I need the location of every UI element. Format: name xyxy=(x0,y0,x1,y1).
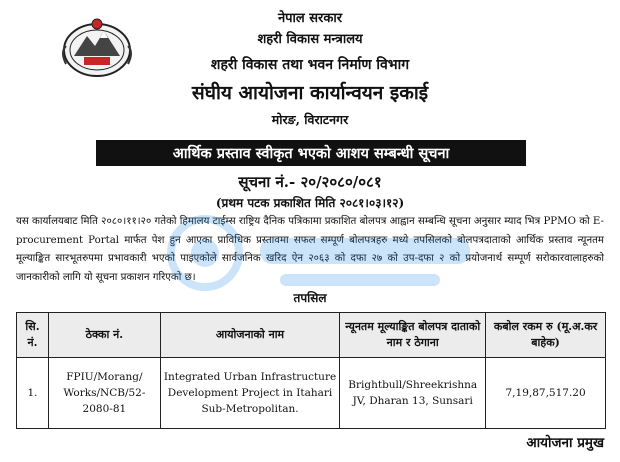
col-header-project: आयोजनाको नाम xyxy=(160,313,339,358)
cell-bidder: Brightbull/Shreekrishna JV, Dharan 13, Sunsari xyxy=(340,358,486,429)
col-header-bidder: न्यूनतम मूल्याङ्कित बोलपत्र दाताको नाम र ठेगाना xyxy=(340,313,486,358)
col-header-sn: सि. नं. xyxy=(17,313,49,358)
notice-number: सूचना नं.- २०/२०८०/०८१ xyxy=(238,173,382,191)
notice-title-banner xyxy=(96,140,526,166)
unit-name: संघीय आयोजना कार्यान्वयन इकाई xyxy=(191,82,429,104)
table-row xyxy=(17,358,606,429)
notice-body: यस कार्यालयबाट मिति २०८०।११।२० गतेको हिमालय टाईम्स राष्ट्रिय दैनिक पत्रिकामा प्रकाशित बोलपत्र आह्वान सम्बन्धि सूचना अनुसार म्याद भित्र PPMO को E-procurement Portal मार्फत पेश हुन आएका प्राविधिक प्रस्तावमा सफल सम्पूर्ण बोलपत्रहरु मध्ये तपसिलको बोलपत्रदाताको आर्थिक प्रस्ताव न्यूनतम मूल्याङ्कित सारभूतरुपमा प्रभावकारी भएको पाइएकोले सार्वजनिक खरिद ऐन २०६३ को दफा २७ को उप-दफा २ को प्रयोजनार्थ सम्पूर्ण सरोकारवालाहरुको जानकारीको लागि यो सूचना प्रकाशन गरिएको छ। xyxy=(16,216,604,283)
col-header-contract-no: ठेक्का नं. xyxy=(48,313,160,358)
bid-table xyxy=(16,312,606,429)
cell-sn: 1. xyxy=(17,358,49,429)
first-published-date: (प्रथम पटक प्रकाशित मिति २०८१।०३।१२) xyxy=(215,196,405,210)
notice-title: आर्थिक प्रस्ताव स्वीकृत भएको आशय सम्बन्धी सूचना xyxy=(172,145,450,162)
col-header-amount: कबोल रकम रु (मू.अ.कर बाहेक) xyxy=(486,313,606,358)
tapsil-heading: तपसिल xyxy=(293,291,327,305)
cell-project: Integrated Urban Infrastructure Development Project in Itahari Sub-Metropolitan. xyxy=(160,358,339,429)
cell-contract-no: FPIU/Morang/ Works/NCB/52- 2080-81 xyxy=(48,358,160,429)
table-header-row xyxy=(17,313,606,358)
government-name: नेपाल सरकार xyxy=(277,11,343,26)
signatory-title: आयोजना प्रमुख xyxy=(526,435,604,451)
office-location: मोरङ, विराटनगर xyxy=(271,112,349,127)
cell-amount: 7,19,87,517.20 xyxy=(486,358,606,429)
department-name: शहरी विकास तथा भवन निर्माण विभाग xyxy=(210,57,410,73)
ministry-name: शहरी विकास मन्त्रालय xyxy=(257,32,363,47)
